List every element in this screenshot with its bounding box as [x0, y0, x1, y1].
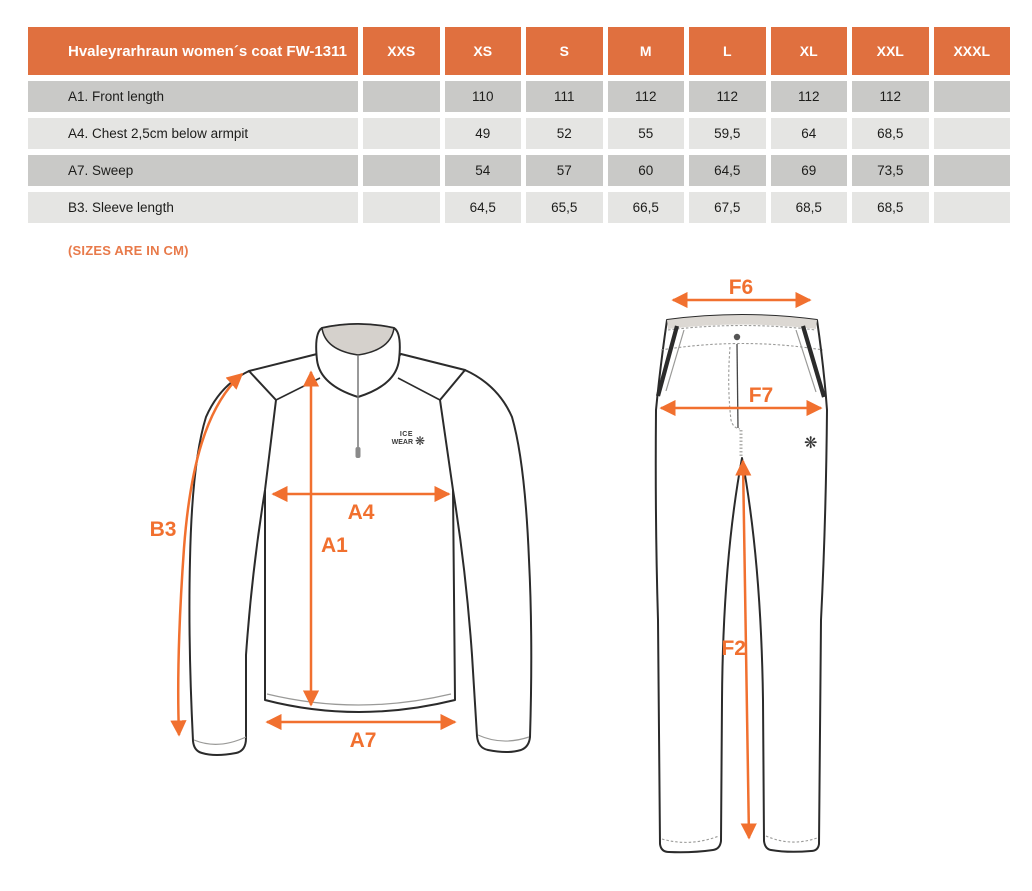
col-header-m: M: [608, 27, 685, 75]
size-cell: [934, 118, 1011, 149]
size-cell: [363, 192, 440, 223]
size-cell: 67,5: [689, 192, 766, 223]
size-cell: 65,5: [526, 192, 603, 223]
size-cell: 64: [771, 118, 848, 149]
logo-text-line1: ICE: [399, 431, 413, 438]
a1-label: A1: [321, 534, 348, 557]
size-cell: [934, 155, 1011, 186]
b3-label: B3: [149, 518, 177, 541]
size-cell: [934, 192, 1011, 223]
snowflake-icon: ❋: [415, 434, 426, 448]
units-note: (SIZES ARE IN CM): [68, 243, 189, 258]
row-label: A7. Sweep: [28, 155, 358, 186]
size-cell: 66,5: [608, 192, 685, 223]
size-cell: 68,5: [852, 192, 929, 223]
size-cell: 57: [526, 155, 603, 186]
f2-label: F2: [721, 637, 746, 660]
f6-label: F6: [728, 276, 754, 299]
size-cell: 111: [526, 81, 603, 112]
table-title: Hvaleyrarhraun women´s coat FW-1311: [28, 27, 358, 75]
size-cell: 112: [689, 81, 766, 112]
size-cell: 112: [852, 81, 929, 112]
f7-label: F7: [748, 384, 774, 407]
size-cell: 112: [608, 81, 685, 112]
a7-label: A7: [349, 729, 377, 752]
size-cell: 112: [771, 81, 848, 112]
size-cell: 49: [445, 118, 522, 149]
size-cell: 68,5: [852, 118, 929, 149]
col-header-xxxl: XXXL: [934, 27, 1011, 75]
size-cell: [363, 118, 440, 149]
pants-drawing: [656, 276, 827, 852]
size-cell: 64,5: [689, 155, 766, 186]
col-header-xs: XS: [445, 27, 522, 75]
size-cell: 110: [445, 81, 522, 112]
a4-label: A4: [347, 501, 375, 524]
snowflake-icon: ❋: [804, 435, 818, 452]
size-cell: 55: [608, 118, 685, 149]
size-cell: 60: [608, 155, 685, 186]
col-header-l: L: [689, 27, 766, 75]
row-label: B3. Sleeve length: [28, 192, 358, 223]
measurement-diagrams: [0, 270, 1032, 891]
col-header-xxl: XXL: [852, 27, 929, 75]
logo-text-line2: WEAR: [391, 439, 413, 446]
size-cell: 73,5: [852, 155, 929, 186]
size-cell: 52: [526, 118, 603, 149]
col-header-s: S: [526, 27, 603, 75]
size-cell: 68,5: [771, 192, 848, 223]
size-cell: 69: [771, 155, 848, 186]
col-header-xxs: XXS: [363, 27, 440, 75]
size-cell: 59,5: [689, 118, 766, 149]
col-header-xl: XL: [771, 27, 848, 75]
size-cell: [363, 81, 440, 112]
size-table: [28, 27, 1010, 223]
size-cell: [363, 155, 440, 186]
size-cell: [934, 81, 1011, 112]
size-cell: 64,5: [445, 192, 522, 223]
row-label: A1. Front length: [28, 81, 358, 112]
jacket-drawing: [150, 324, 532, 755]
row-label: A4. Chest 2,5cm below armpit: [28, 118, 358, 149]
size-cell: 54: [445, 155, 522, 186]
